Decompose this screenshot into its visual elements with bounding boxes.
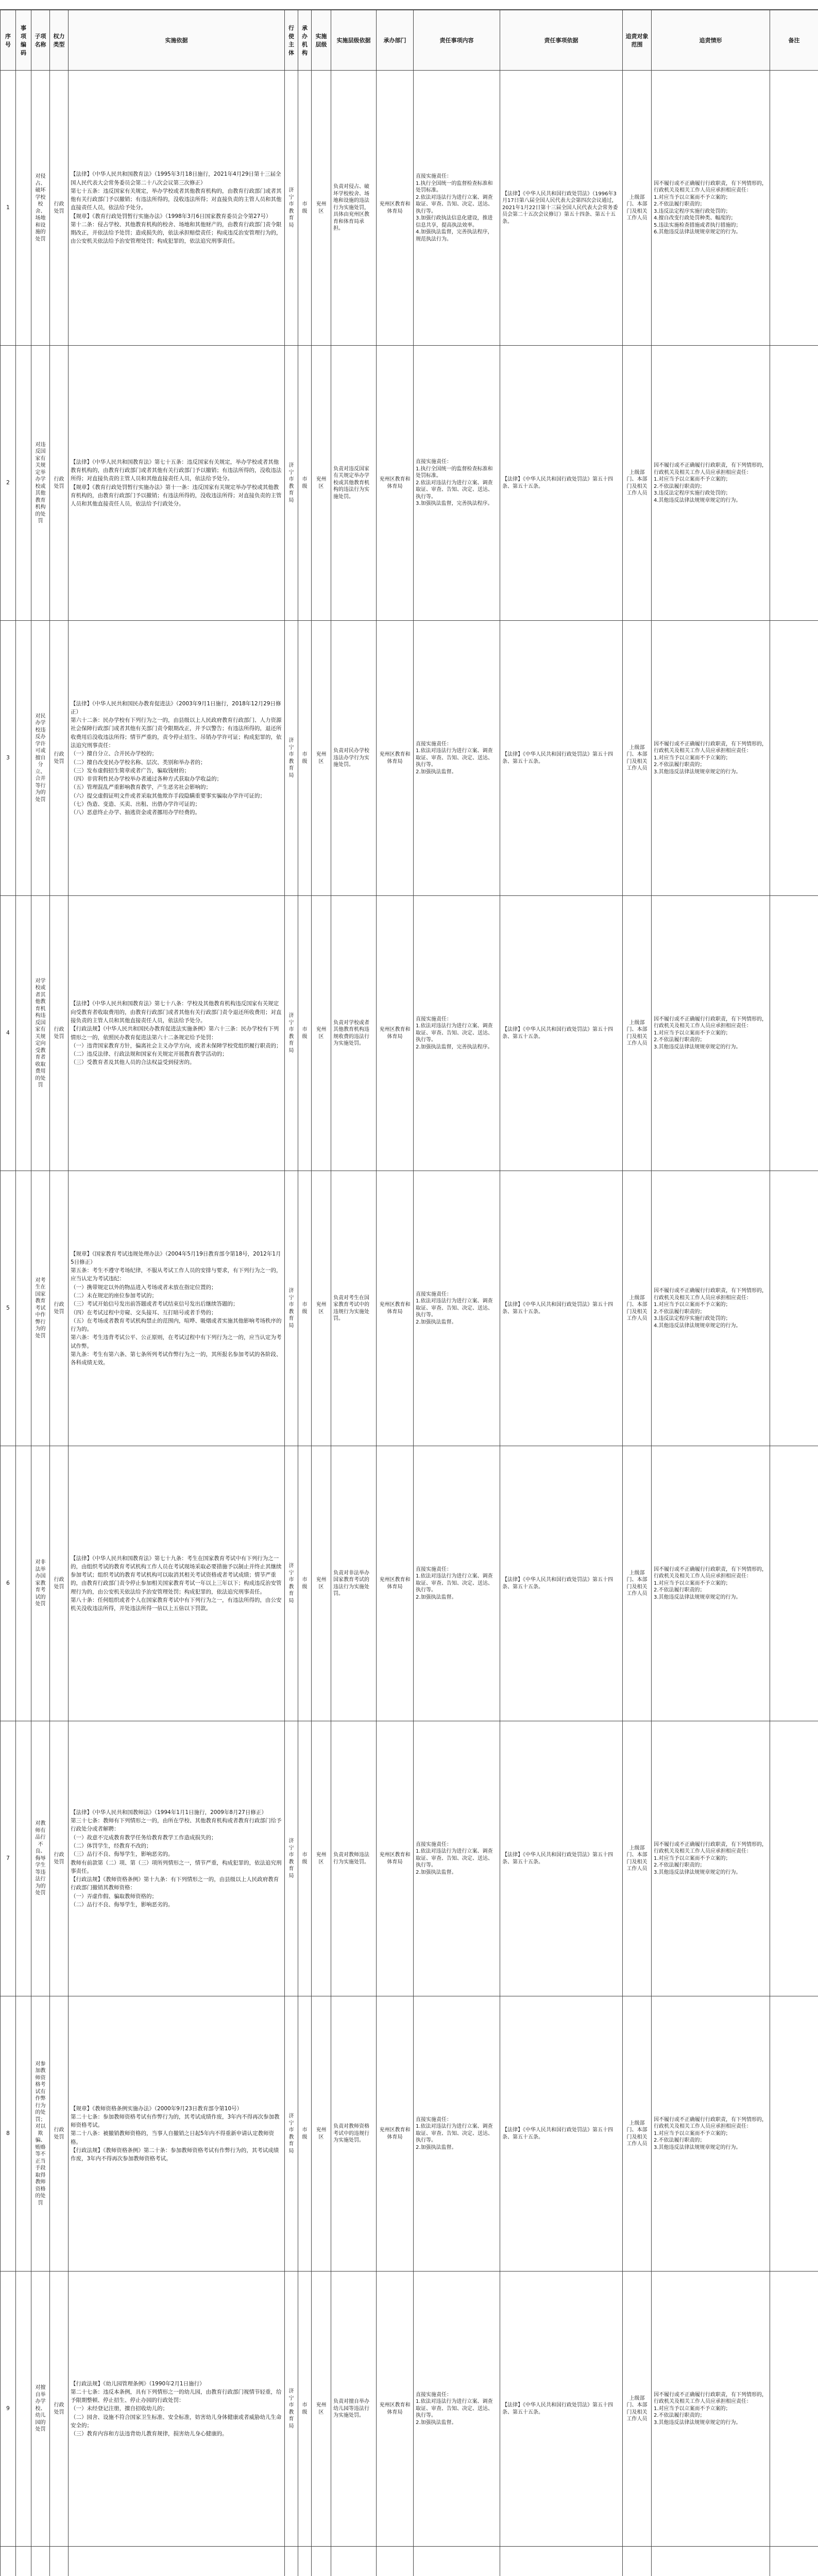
row-rule: 上级部门、本部门及相关工作人员: [623, 1446, 652, 1721]
row-type: 行政处罚: [50, 896, 69, 1171]
row-remark: [770, 71, 818, 346]
row-code: [16, 2547, 31, 2576]
row-code: [16, 1721, 31, 1996]
row-type: 行政处罚: [50, 1446, 69, 1721]
header-duty: 责任事项内容: [414, 10, 500, 71]
row-no: 2: [1, 346, 16, 621]
row-basis: 【法律】《中华人民共和国教育法》第七十五条：违反国家有关规定，举办学校或者其他教育机构的，由教育行政部门或者其他有关行政部门予以撤销；有违法所得的，没收违法所得；对直接负责的主管人员和其他直接责任人员，依法给予处分。 【规章】《教育行政处罚暂行实施办法》第十一条：违反国家有关规定举办学校或其他教育机构的，由教育行政部门予以撤销；有违法所得的，没收违法所得；对直接负责的主管人员和其他直接责任人员，依法给予行政处分。: [69, 346, 285, 621]
row-type: 行政处罚: [50, 1721, 69, 1996]
table-row: [1, 621, 818, 896]
row-duty: 直接实施责任： 1.依法对违法行为进行立案、调查取证、审查、告知、决定、送达、执行等。 2.加强执法监督。: [414, 2272, 500, 2547]
row-subject: 济宁市教育局: [285, 1446, 298, 1721]
row-accountability: 因不履行或不正确履行行政职责，有下列情形的，行政机关及相关工作人员应承担相应责任： 1.对应当予以立案而不予立案的； 2.不依法履行职责的； 3.其他违反法律法规规章规定的行为。: [652, 621, 770, 896]
row-resp: 负责对教师资格考试中的违规行为实施处罚。: [331, 1996, 377, 2272]
row-basis: 【规章】《国家教育考试违规处理办法》（2004年5月19日教育部令第18号，2012年1月5日修正） 第五条：考生不遵守考场纪律，不服从考试工作人员的安排与要求，有下列行为之一的，应当认定为考试违纪： （一）携带规定以外的物品进入考场或者未放在指定位置的； （二）未在规定的座位参加考试的； （三）考试开始信号发出前答题或者考试结束信号发出后继续答题的； （四）在考试过程中旁窥、交头接耳、互打暗号或者手势的； （五）在考场或者教育考试机构禁止的范围内，喧哗、吸烟或者实施其他影响考场秩序的行为的。 第六条：考生违背考试公平、公正原则，在考试过程中有下列行为之一的，应当认定为考试作弊。 第九条：考生有第六条、第七条所列考试作弊行为之一的，其所报名参加考试的各阶段、各科成绩无效。: [69, 1171, 285, 1446]
header-no: 序号: [1, 10, 16, 71]
row-rule: 上级部门、本部门及相关工作人员: [623, 621, 652, 896]
row-basis: [69, 2547, 285, 2576]
row-dutybasis: 【法律】《中华人民共和国行政处罚法》第五十四条、第五十五条。: [500, 896, 623, 1171]
row-resp: 负责对擅自举办幼儿园等违法行为实施处罚。: [331, 2272, 377, 2547]
row-remark: [770, 1446, 818, 1721]
row-subject: [285, 2547, 298, 2576]
row-duty: 直接实施责任： 1.依法对违法行为进行立案、调查取证、审查、告知、决定、送达、执行等。 2.加强执法监督。: [414, 1996, 500, 2272]
header-resp: 实施层级依据: [331, 10, 377, 71]
row-level: [298, 2547, 312, 2576]
row-dutybasis: 【法律】《中华人民共和国行政处罚法》第五十四条、第五十五条。: [500, 346, 623, 621]
row-class: 兖州区: [312, 1721, 331, 1996]
header-level: 承办机构: [298, 10, 312, 71]
top-strip: [0, 0, 818, 10]
row-dept: 兖州区教育和体育局: [377, 1446, 414, 1721]
row-accountability: 因不履行或不正确履行行政职责，有下列情形的，行政机关及相关工作人员应承担相应责任： 1.对应当予以立案而不予立案的； 2.不依法履行职责的； 3.违反法定程序实施行政处罚的； 4.其他违反法律法规规章规定的行为。: [652, 346, 770, 621]
row-remark: [770, 346, 818, 621]
header-accountability: 追责情形: [652, 10, 770, 71]
row-name: 对参加教师资格考试有作弊行为的处罚；对以欺骗、贿赂等不正当手段取得教师资格的处罚: [31, 1996, 50, 2272]
row-rule: 上级部门、本部门及相关工作人员: [623, 346, 652, 621]
table-row: [1, 346, 818, 621]
table-row: [1, 1996, 818, 2272]
row-dept: 兖州区教育和体育局: [377, 71, 414, 346]
row-duty: 直接实施责任： 1.依法对违法行为进行立案、调查取证、审查、告知、决定、送达、执行等。 2.加强执法监督。: [414, 1171, 500, 1446]
row-dept: 兖州区教育和体育局: [377, 1171, 414, 1446]
row-code: [16, 2272, 31, 2547]
row-class: 兖州区: [312, 346, 331, 621]
table-row: [1, 1446, 818, 1721]
row-type: [50, 2547, 69, 2576]
row-duty: [414, 2547, 500, 2576]
row-resp: 负责对侵占、破坏学校校舍、场地和设施的违法行为实施处罚，具体由兖州区教育和体育局承担。: [331, 71, 377, 346]
row-no: 4: [1, 896, 16, 1171]
row-remark: [770, 621, 818, 896]
row-subject: 济宁市教育局: [285, 1171, 298, 1446]
row-dutybasis: 【法律】《中华人民共和国行政处罚法》第五十四条、第五十五条。: [500, 2272, 623, 2547]
row-class: 兖州区: [312, 896, 331, 1171]
row-dept: 兖州区教育和体育局: [377, 1721, 414, 1996]
row-rule: 上级部门、本部门及相关工作人员: [623, 1721, 652, 1996]
row-no: 5: [1, 1171, 16, 1446]
row-code: [16, 71, 31, 346]
row-duty: 直接实施责任： 1.依法对违法行为进行立案、调查取证、审查、告知、决定、送达、执行等。 2.加强执法监督。: [414, 621, 500, 896]
row-level: 市级: [298, 1446, 312, 1721]
row-dept: 兖州区教育和体育局: [377, 346, 414, 621]
row-duty: 直接实施责任： 1.依法对违法行为进行立案、调查取证、审查、告知、决定、送达、执行等。 2.加强执法监督，完善执法程序。: [414, 896, 500, 1171]
table-row: [1, 1171, 818, 1446]
row-dutybasis: 【法律】《中华人民共和国行政处罚法》（1996年3月17日第八届全国人民代表大会第四次会议通过，2021年1月22日第十三届全国人民代表大会常务委员会第二十五次会议修订）第五十四条、第五十五条。: [500, 71, 623, 346]
row-name: 对擅自举办学校、幼儿园的处罚: [31, 2272, 50, 2547]
row-no: 7: [1, 1721, 16, 1996]
row-type: 行政处罚: [50, 71, 69, 346]
row-name: 对教师有品行不良、侮辱学生等违法行为的处罚: [31, 1721, 50, 1996]
row-subject: 济宁市教育局: [285, 2272, 298, 2547]
row-code: [16, 621, 31, 896]
row-class: 兖州区: [312, 1996, 331, 2272]
row-level: 市级: [298, 621, 312, 896]
row-name: 对考生在国家教育考试中作弊行为的处罚: [31, 1171, 50, 1446]
header-dept: 承办部门: [377, 10, 414, 71]
row-level: 市级: [298, 896, 312, 1171]
row-duty: 直接实施责任： 1.执行全国统一的监督检查标准和处罚标准。 2.依法对违法行为进行立案、调查取证、审查、告知、决定、送达、执行等。 3.加强行政执法信息化建设，推进信息共享，提高执法效率。 4.加强执法监督，完善执法程序，规范执法行为。: [414, 71, 500, 346]
row-dutybasis: 【法律】《中华人民共和国行政处罚法》第五十四条、第五十五条。: [500, 1996, 623, 2272]
row-resp: 负责对考生在国家教育考试中的违规行为实施处罚。: [331, 1171, 377, 1446]
row-no: 3: [1, 621, 16, 896]
row-rule: 上级部门、本部门及相关工作人员: [623, 896, 652, 1171]
power-list-table: [0, 10, 818, 2576]
row-no: 6: [1, 1446, 16, 1721]
row-name: 对民办学校违反办学许可或擅自分立、合并等行为的处罚: [31, 621, 50, 896]
header-dutybasis: 责任事项依据: [500, 10, 623, 71]
row-class: 兖州区: [312, 2272, 331, 2547]
row-code: [16, 1996, 31, 2272]
row-level: 市级: [298, 1721, 312, 1996]
row-resp: 负责对教师违法行为实施处罚。: [331, 1721, 377, 1996]
header-class: 实施层级: [312, 10, 331, 71]
row-type: 行政处罚: [50, 621, 69, 896]
header-code: 事项编码: [16, 10, 31, 71]
row-type: 行政处罚: [50, 1996, 69, 2272]
row-code: [16, 346, 31, 621]
row-resp: 负责对违反国家有关规定举办学校或其他教育机构的违法行为实施处罚。: [331, 346, 377, 621]
row-no: 1: [1, 71, 16, 346]
row-accountability: 因不履行或不正确履行行政职责，有下列情形的，行政机关及相关工作人员应承担相应责任： 1.对应当予以立案而不予立案的； 2.不依法履行职责的； 3.其他违反法律法规规章规定的行为。: [652, 2272, 770, 2547]
row-type: 行政处罚: [50, 1171, 69, 1446]
row-subject: 济宁市教育局: [285, 896, 298, 1171]
row-dept: 兖州区教育和体育局: [377, 896, 414, 1171]
row-dept: 兖州区教育和体育局: [377, 2272, 414, 2547]
row-resp: 负责对民办学校违法办学行为实施处罚。: [331, 621, 377, 896]
row-resp: [331, 2547, 377, 2576]
row-basis: 【法律】《中华人民共和国教师法》（1994年1月1日施行，2009年8月27日修正） 第三十七条：教师有下列情形之一的，由所在学校、其他教育机构或者教育行政部门给予行政处分或者解聘： （一）故意不完成教育教学任务给教育教学工作造成损失的； （二）体罚学生，经教育不改的； （三）品行不良、侮辱学生，影响恶劣的。 教师有前款第（二）项、第（三）项所列情形之一，情节严重，构成犯罪的，依法追究刑事责任。 【行政法规】《教师资格条例》第十九条：有下列情形之一的，由县级以上人民政府教育行政部门撤销其教师资格： （一）弄虚作假、骗取教师资格的； （二）品行不良、侮辱学生，影响恶劣的。: [69, 1721, 285, 1996]
row-class: 兖州区: [312, 71, 331, 346]
row-duty: 直接实施责任： 1.执行全国统一的监督检查标准和处罚标准。 2.依法对违法行为进行立案、调查取证、审查、告知、决定、送达、执行等。 3.加强执法监督，完善执法程序。: [414, 346, 500, 621]
row-basis: 【行政法规】《幼儿园管理条例》（1990年2月1日施行） 第二十七条：违反本条例，具有下列情形之一的幼儿园，由教育行政部门视情节轻重，给予限期整顿、停止招生、停止办园的行政处罚： （一）未经登记注册，擅自招收幼儿的； （二）园舍、设施不符合国家卫生标准、安全标准，妨害幼儿身体健康或者威胁幼儿生命安全的； （三）教育内容和方法违背幼儿教育规律，损害幼儿身心健康的。: [69, 2272, 285, 2547]
row-remark: [770, 1996, 818, 2272]
row-no: 9: [1, 2272, 16, 2547]
table-row: [1, 71, 818, 346]
row-code: [16, 896, 31, 1171]
row-duty: 直接实施责任： 1.依法对违法行为进行立案、调查取证、审查、告知、决定、送达、执行等。 2.加强执法监督。: [414, 1721, 500, 1996]
header-remark: 备注: [770, 10, 818, 71]
row-dutybasis: 【法律】《中华人民共和国行政处罚法》第五十四条、第五十五条。: [500, 1171, 623, 1446]
header-row: [1, 10, 818, 71]
row-remark: [770, 896, 818, 1171]
row-accountability: 因不履行或不正确履行行政职责，有下列情形的，行政机关及相关工作人员应承担相应责任： 1.对应当予以立案而不予立案的； 2.不依法履行职责的； 3.其他违反法律法规规章规定的行为。: [652, 1446, 770, 1721]
row-remark: [770, 1721, 818, 1996]
table-row: [1, 2547, 818, 2576]
row-rule: 上级部门、本部门及相关工作人员: [623, 2272, 652, 2547]
row-remark: [770, 2272, 818, 2547]
row-no: 8: [1, 1996, 16, 2272]
row-level: 市级: [298, 2272, 312, 2547]
table-row: [1, 2272, 818, 2547]
row-basis: 【规章】《教师资格条例实施办法》（2000年9月23日教育部令第10号） 第二十七条：参加教师资格考试有作弊行为的，其考试成绩作废，3年内不得再次参加教师资格考试。 第二十八条：被撤销教师资格的，当事人自撤销之日起5年内不得重新申请认定教师资格。 【行政法规】《教师资格条例》第二十条：参加教师资格考试有作弊行为的，其考试成绩作废，3年内不得再次参加教师资格考试。: [69, 1996, 285, 2272]
header-subject: 行使主体: [285, 10, 298, 71]
row-level: 市级: [298, 71, 312, 346]
row-name: 对侵占、破坏学校校舍、场地和设施的处罚: [31, 71, 50, 346]
row-class: 兖州区: [312, 1171, 331, 1446]
row-resp: 负责对学校或者其他教育机构违规收费的违法行为实施处罚。: [331, 896, 377, 1171]
table-row: [1, 896, 818, 1171]
row-subject: 济宁市教育局: [285, 621, 298, 896]
row-dutybasis: [500, 2547, 623, 2576]
row-class: 兖州区: [312, 621, 331, 896]
row-dutybasis: 【法律】《中华人民共和国行政处罚法》第五十四条、第五十五条。: [500, 621, 623, 896]
row-class: 兖州区: [312, 1446, 331, 1721]
row-accountability: 因不履行或不正确履行行政职责，有下列情形的，行政机关及相关工作人员应承担相应责任： 1.对应当予以立案而不予立案的； 2.不依法履行职责的； 3.违反法定程序实施行政处罚的； 4.擅自改变行政处罚种类、幅度的； 5.违法实施检查措施或者执行措施的； 6.其他违反法律法规规章规定的行为。: [652, 71, 770, 346]
row-level: 市级: [298, 1171, 312, 1446]
table-row: [1, 1721, 818, 1996]
row-type: 行政处罚: [50, 346, 69, 621]
row-remark: [770, 2547, 818, 2576]
table-body: [1, 71, 818, 2576]
row-dept: [377, 2547, 414, 2576]
row-accountability: 因不履行或不正确履行行政职责，有下列情形的，行政机关及相关工作人员应承担相应责任： 1.对应当予以立案而不予立案的； 2.不依法履行职责的； 3.违反法定程序实施行政处罚的； 4.其他违反法律法规规章规定的行为。: [652, 1171, 770, 1446]
row-subject: 济宁市教育局: [285, 346, 298, 621]
row-rule: 上级部门、本部门及相关工作人员: [623, 1171, 652, 1446]
row-accountability: [652, 2547, 770, 2576]
header-type: 权力类型: [50, 10, 69, 71]
row-rule: [623, 2547, 652, 2576]
row-resp: 负责对非法举办国家教育考试的违法行为实施处罚。: [331, 1446, 377, 1721]
row-subject: 济宁市教育局: [285, 71, 298, 346]
header-basis: 实施依据: [69, 10, 285, 71]
header-rule: 追责对象范围: [623, 10, 652, 71]
row-name: 对学校或者其他教育机构违反国家有关规定向受教育者收取费用的处罚: [31, 896, 50, 1171]
row-basis: 【法律】《中华人民共和国教育法》第七十八条：学校及其他教育机构违反国家有关规定向受教育者收取费用的，由教育行政部门或者其他有关行政部门责令退还所收费用；对直接负责的主管人员和其他直接责任人员，依法给予处分。 【行政法规】《中华人民共和国民办教育促进法实施条例》第六十三条：民办学校有下列情形之一的，依照民办教育促进法第六十二条规定给予处罚： （一）违背国家教育方针，偏离社会主义办学方向，或者未保障学校党组织履行职责的； （二）违反法律、行政法规和国家有关规定开展教育教学活动的； （三）受教育者及其他人员的合法权益受到侵害的。: [69, 896, 285, 1171]
row-name: 对非法举办国家教育考试的处罚: [31, 1446, 50, 1721]
row-level: 市级: [298, 1996, 312, 2272]
row-name: 对违反国家有关规定举办学校或其他教育机构的处罚: [31, 346, 50, 621]
row-code: [16, 1446, 31, 1721]
row-subject: 济宁市教育局: [285, 1996, 298, 2272]
row-accountability: 因不履行或不正确履行行政职责，有下列情形的，行政机关及相关工作人员应承担相应责任： 1.对应当予以立案而不予立案的； 2.不依法履行职责的； 3.其他违反法律法规规章规定的行为。: [652, 1996, 770, 2272]
row-rule: 上级部门、本部门及相关工作人员: [623, 1996, 652, 2272]
row-accountability: 因不履行或不正确履行行政职责，有下列情形的，行政机关及相关工作人员应承担相应责任： 1.对应当予以立案而不予立案的； 2.不依法履行职责的； 3.其他违反法律法规规章规定的行为。: [652, 1721, 770, 1996]
row-level: 市级: [298, 346, 312, 621]
row-rule: 上级部门、本部门及相关工作人员: [623, 71, 652, 346]
row-basis: 【法律】《中华人民共和国教育法》第七十九条：考生在国家教育考试中有下列行为之一的，由组织考试的教育考试机构工作人员在考试现场采取必要措施予以制止并终止其继续参加考试；组织考试的教育考试机构可以取消其相关考试资格或者考试成绩；情节严重的，由教育行政部门责令停止参加相关国家教育考试一年以上三年以下；构成违反治安管理行为的，由公安机关依法给予治安管理处罚；构成犯罪的，依法追究刑事责任。 第八十条：任何组织或者个人在国家教育考试中有下列行为之一，有违法所得的，由公安机关没收违法所得，并处违法所得一倍以上五倍以下罚款。: [69, 1446, 285, 1721]
row-accountability: 因不履行或不正确履行行政职责，有下列情形的，行政机关及相关工作人员应承担相应责任： 1.对应当予以立案而不予立案的； 2.不依法履行职责的； 3.其他违反法律法规规章规定的行为。: [652, 896, 770, 1171]
row-basis: 【法律】《中华人民共和国教育法》（1995年3月18日施行，2021年4月29日第十三届全国人民代表大会常务委员会第二十八次会议第三次修正） 第七十五条：违反国家有关规定，举办学校或者其他教育机构的，由教育行政部门或者其他有关行政部门予以撤销；有违法所得的，没收违法所得；对直接负责的主管人员和其他直接责任人员，依法给予处分。 【规章】《教育行政处罚暂行实施办法》（1998年3月6日国家教育委员会令第27号） 第十二条：侵占学校、其他教育机构的校舍、场地和其他财产的，由教育行政部门责令限期改正，并依法给予处罚；造成损失的，依法承担赔偿责任；构成违反治安管理行为的，由公安机关依法给予治安管理处罚；构成犯罪的，依法追究刑事责任。: [69, 71, 285, 346]
header-sub: 子项名称: [31, 10, 50, 71]
row-dept: 兖州区教育和体育局: [377, 1996, 414, 2272]
row-dutybasis: 【法律】《中华人民共和国行政处罚法》第五十四条、第五十五条。: [500, 1446, 623, 1721]
row-basis: 【法律】《中华人民共和国民办教育促进法》（2003年9月1日施行，2018年12月29日修正） 第六十二条：民办学校有下列行为之一的，由县级以上人民政府教育行政部门、人力资源社会保障行政部门或者其他有关部门责令限期改正，并予以警告；有违法所得的，退还所收费用后没收违法所得；情节严重的，责令停止招生、吊销办学许可证；构成犯罪的，依法追究刑事责任： （一）擅自分立、合并民办学校的； （二）擅自改变民办学校名称、层次、类别和举办者的； （三）发布虚假招生简章或者广告，骗取钱财的； （四）非营利性民办学校举办者通过各种方式获取办学收益的； （五）管理混乱严重影响教育教学，产生恶劣社会影响的； （六）提交虚假证明文件或者采取其他欺诈手段隐瞒重要事实骗取办学许可证的； （七）伪造、变造、买卖、出租、出借办学许可证的； （八）恶意终止办学、抽逃资金或者挪用办学经费的。: [69, 621, 285, 896]
row-subject: 济宁市教育局: [285, 1721, 298, 1996]
row-duty: 直接实施责任： 1.依法对违法行为进行立案、调查取证、审查、告知、决定、送达、执行等。 2.加强执法监督。: [414, 1446, 500, 1721]
row-code: [16, 1171, 31, 1446]
row-type: 行政处罚: [50, 2272, 69, 2547]
row-class: [312, 2547, 331, 2576]
row-remark: [770, 1171, 818, 1446]
row-dutybasis: 【法律】《中华人民共和国行政处罚法》第五十四条、第五十五条。: [500, 1721, 623, 1996]
row-no: [1, 2547, 16, 2576]
row-name: [31, 2547, 50, 2576]
row-dept: 兖州区教育和体育局: [377, 621, 414, 896]
